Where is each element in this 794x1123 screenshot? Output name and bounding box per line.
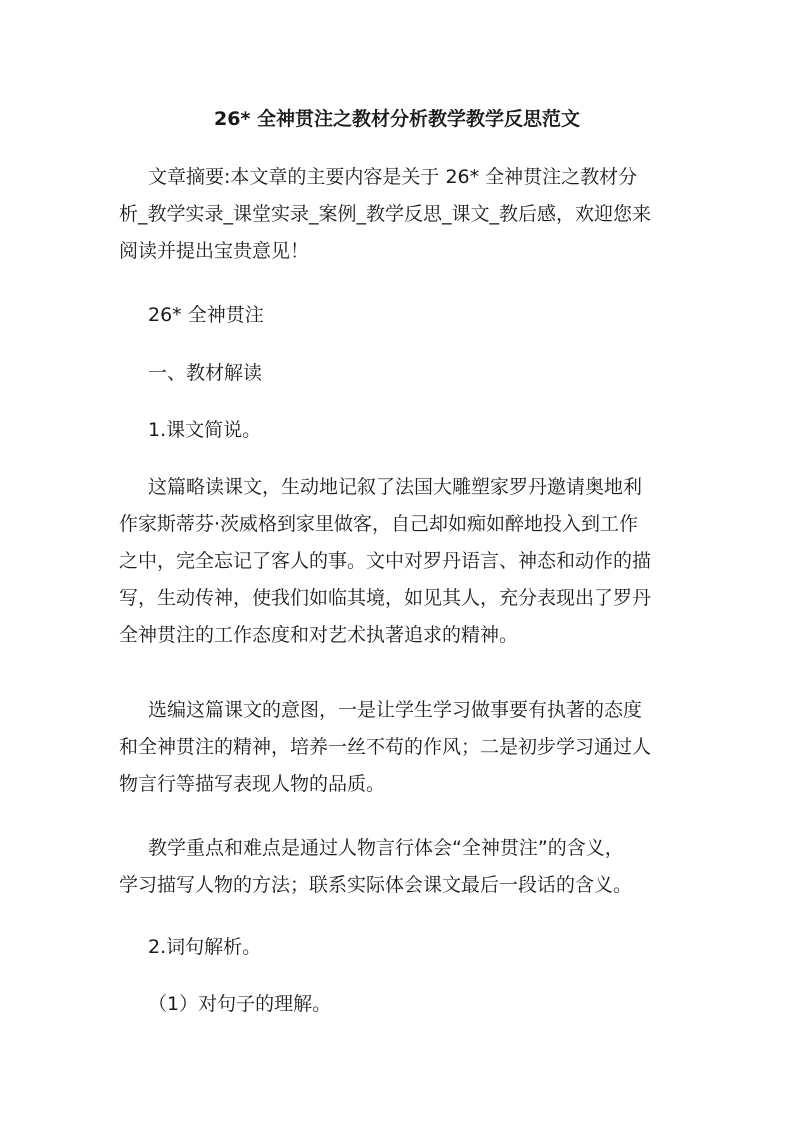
paragraph-line: 和全神贯注的精神，培养一丝不苟的作风；二是初步学习通过人 [119, 736, 652, 758]
paragraph-line: 教学重点和难点是通过人物言行体会“全神贯注”的含义， [148, 837, 624, 859]
abstract-line: 阅读并提出宝贵意见！ [119, 240, 310, 262]
item-heading-2: 2.词句解析。 [148, 936, 262, 958]
sub-item-heading: （1）对句子的理解。 [148, 993, 332, 1015]
document-subtitle: 26* 全神贯注 [148, 304, 264, 326]
body-paragraph-2 [119, 692, 677, 803]
body-paragraph-3 [119, 830, 677, 904]
paragraph-line: 全神贯注的工作态度和对艺术执著追求的精神。 [119, 624, 519, 646]
abstract-line: 析_教学实录_课堂实录_案例_教学反思_课文_教后感，欢迎您来 [119, 203, 652, 225]
paragraph-line: 学习描写人物的方法；联系实际体会课文最后一段话的含义。 [119, 874, 633, 896]
paragraph-line: 之中，完全忘记了客人的事。文中对罗丹语言、神态和动作的描 [119, 550, 652, 572]
paragraph-line: 作家斯蒂芬·茨威格到家里做客，自己却如痴如醉地投入到工作 [119, 513, 639, 535]
paragraph-line: 物言行等描写表现人物的品质。 [119, 773, 386, 795]
document-title: 26* 全神贯注之教材分析教学教学反思范文 [214, 108, 580, 130]
paragraph-line: 这篇略读课文，生动地记叙了法国大雕塑家罗丹邀请奥地利 [148, 476, 643, 498]
paragraph-line: 写，生动传神，使我们如临其境，如见其人，充分表现出了罗丹 [119, 587, 652, 609]
paragraph-line: 选编这篇课文的意图，一是让学生学习做事要有执著的态度 [148, 699, 643, 721]
abstract-line: 文章摘要:本文章的主要内容是关于 26* 全神贯注之教材分 [148, 166, 638, 188]
body-paragraph-1 [119, 469, 677, 654]
item-heading-1: 1.课文简说。 [148, 419, 262, 441]
abstract-paragraph [119, 159, 677, 270]
section-heading-1: 一、教材解读 [148, 362, 263, 384]
